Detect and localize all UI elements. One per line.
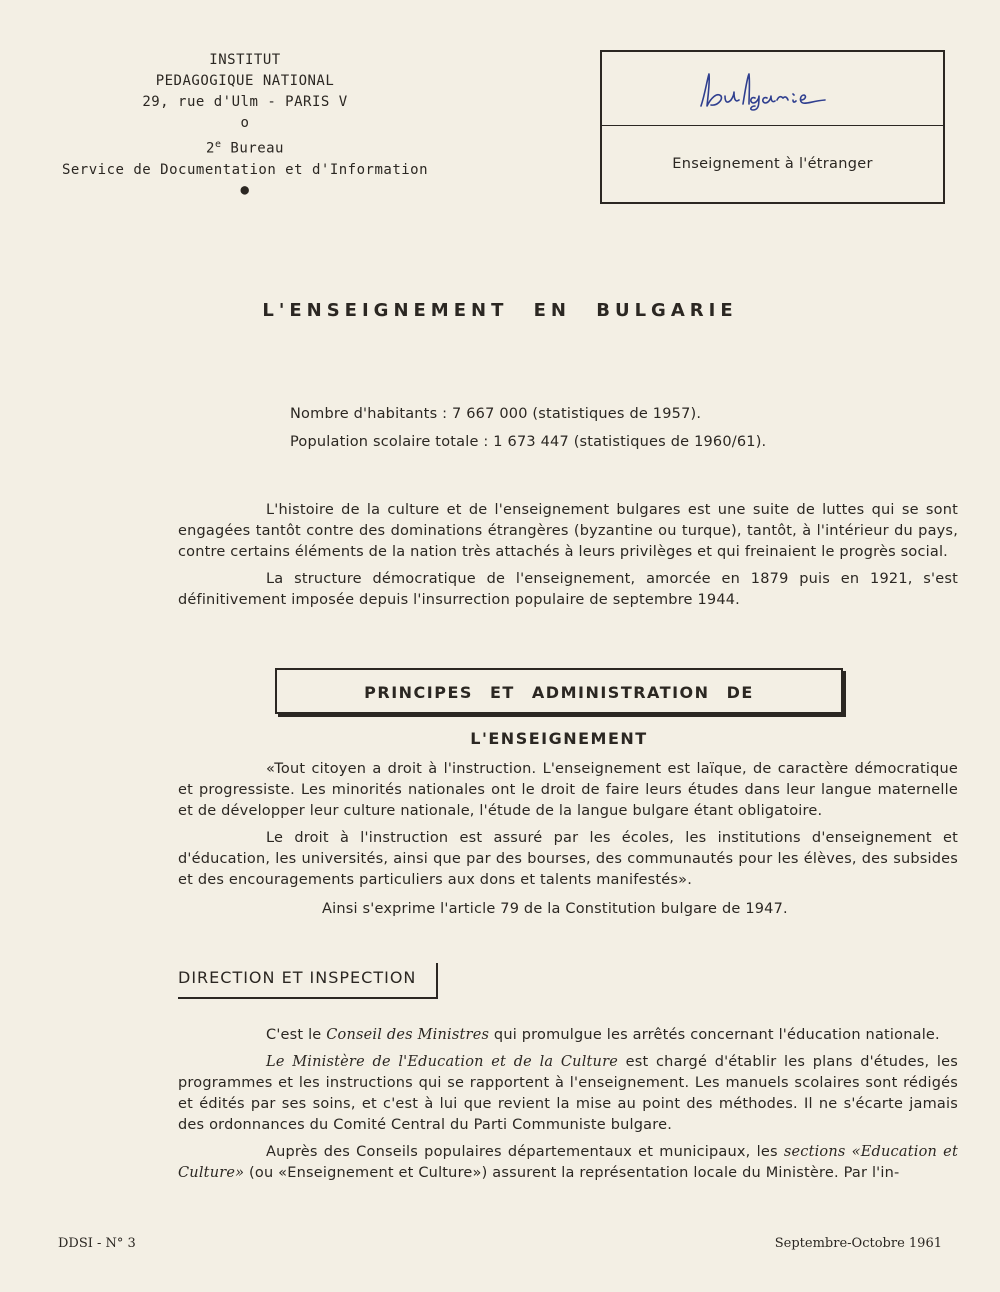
constitution-quote: [178, 759, 958, 926]
footer-reference: DDSI - N° 3: [58, 1236, 136, 1251]
institute-line: PEDAGOGIQUE NATIONAL: [155, 73, 335, 89]
direction-paragraph: [178, 1025, 958, 1046]
bureau-suffix: e: [214, 139, 222, 150]
document-title: L'ENSEIGNEMENT EN BULGARIE: [262, 300, 738, 321]
section-heading-direction: DIRECTION ET INSPECTION: [178, 963, 438, 999]
direction-paragraph: [178, 1052, 958, 1136]
quote-paragraph: «Tout citoyen a droit à l'instruction. L'enseignement est laïque, de caractère démocratique et progressiste. Les minorités nationales ont le droit de faire leurs études dans leur langue maternelle et de développer leur culture nationale, l'étude de la langue bulgare étant obligatoire.: [178, 761, 958, 819]
intro-paragraph: L'histoire de la culture et de l'enseignement bulgares est une suite de luttes qui se sont engagées tantôt contre des dominations étrangères (byzantine ou turque), tantôt, à l'intérieur du pays, contre certains éléments de la nation très attachés à leurs privilèges et qui freinaient le progrès social.: [178, 502, 958, 560]
bureau-label: Bureau: [230, 140, 284, 157]
statistics: [290, 400, 766, 456]
direction-paragraph: [178, 1142, 958, 1184]
intro-text: [178, 500, 958, 617]
section-heading-principles: PRINCIPES ET ADMINISTRATION DE L'ENSEIGNEMENT: [275, 668, 843, 714]
bullet-mark: ●: [240, 181, 250, 198]
bureau-number: 2: [206, 140, 215, 157]
institute-line: INSTITUT: [209, 52, 281, 68]
quote-source: Ainsi s'exprime l'article 79 de la Constitution bulgare de 1947.: [322, 901, 788, 917]
institute-header: [40, 50, 450, 199]
intro-paragraph: La structure démocratique de l'enseignement, amorcée en 1879 puis en 1921, s'est définitivement imposée depuis l'insurrection populaire de septembre 1944.: [178, 571, 958, 608]
classification-box: [600, 50, 945, 204]
handwritten-signature: [697, 70, 847, 112]
italic-run: sections «Education et Culture»: [178, 1144, 958, 1181]
text-run: (ou «Enseignement et Culture») assurent la représentation locale du Ministère. Par l'in-: [244, 1165, 900, 1181]
box-label: Enseignement à l'étranger: [672, 156, 873, 172]
stat-school-population: Population scolaire totale : 1 673 447 (statistiques de 1960/61).: [290, 434, 767, 450]
handwritten-field: [602, 52, 943, 126]
service-line: Service de Documentation et d'Information: [61, 161, 429, 178]
italic-run: Le Ministère de l'Education et de la Culture: [266, 1054, 619, 1070]
quote-paragraph: Le droit à l'instruction est assuré par les écoles, les institutions d'enseignement et d'éducation, les universités, ainsi que par des bourses, des communautés pour les élèves, des subsides et des encouragements particuliers aux dons et talents manifestés».: [178, 830, 958, 888]
italic-run: Conseil des Ministres: [326, 1027, 490, 1043]
footer-date: Septembre-Octobre 1961: [774, 1236, 942, 1251]
text-run: Auprès des Conseils populaires départementaux et municipaux, les: [266, 1144, 784, 1160]
text-run: qui promulgue les arrêtés concernant l'éducation nationale.: [489, 1027, 940, 1043]
stat-inhabitants: Nombre d'habitants : 7 667 000 (statistiques de 1957).: [290, 406, 702, 422]
institute-line: 29, rue d'Ulm - PARIS V: [142, 94, 348, 110]
text-run: est chargé d'établir les plans d'études, les programmes et les instructions qui se rapportent à l'enseignement. Les manuels scolaires sont rédigés et édités par ses soins, et c'est à lui que revient la mise au point des méthodes. Il ne s'écarte jamais des ordonnances du Comité Central du Parti Communiste bulgare.: [178, 1054, 958, 1133]
bureau-line: [40, 134, 450, 160]
text-run: C'est le: [266, 1027, 327, 1043]
direction-text: [178, 1025, 958, 1190]
institute-line: o: [240, 115, 250, 131]
